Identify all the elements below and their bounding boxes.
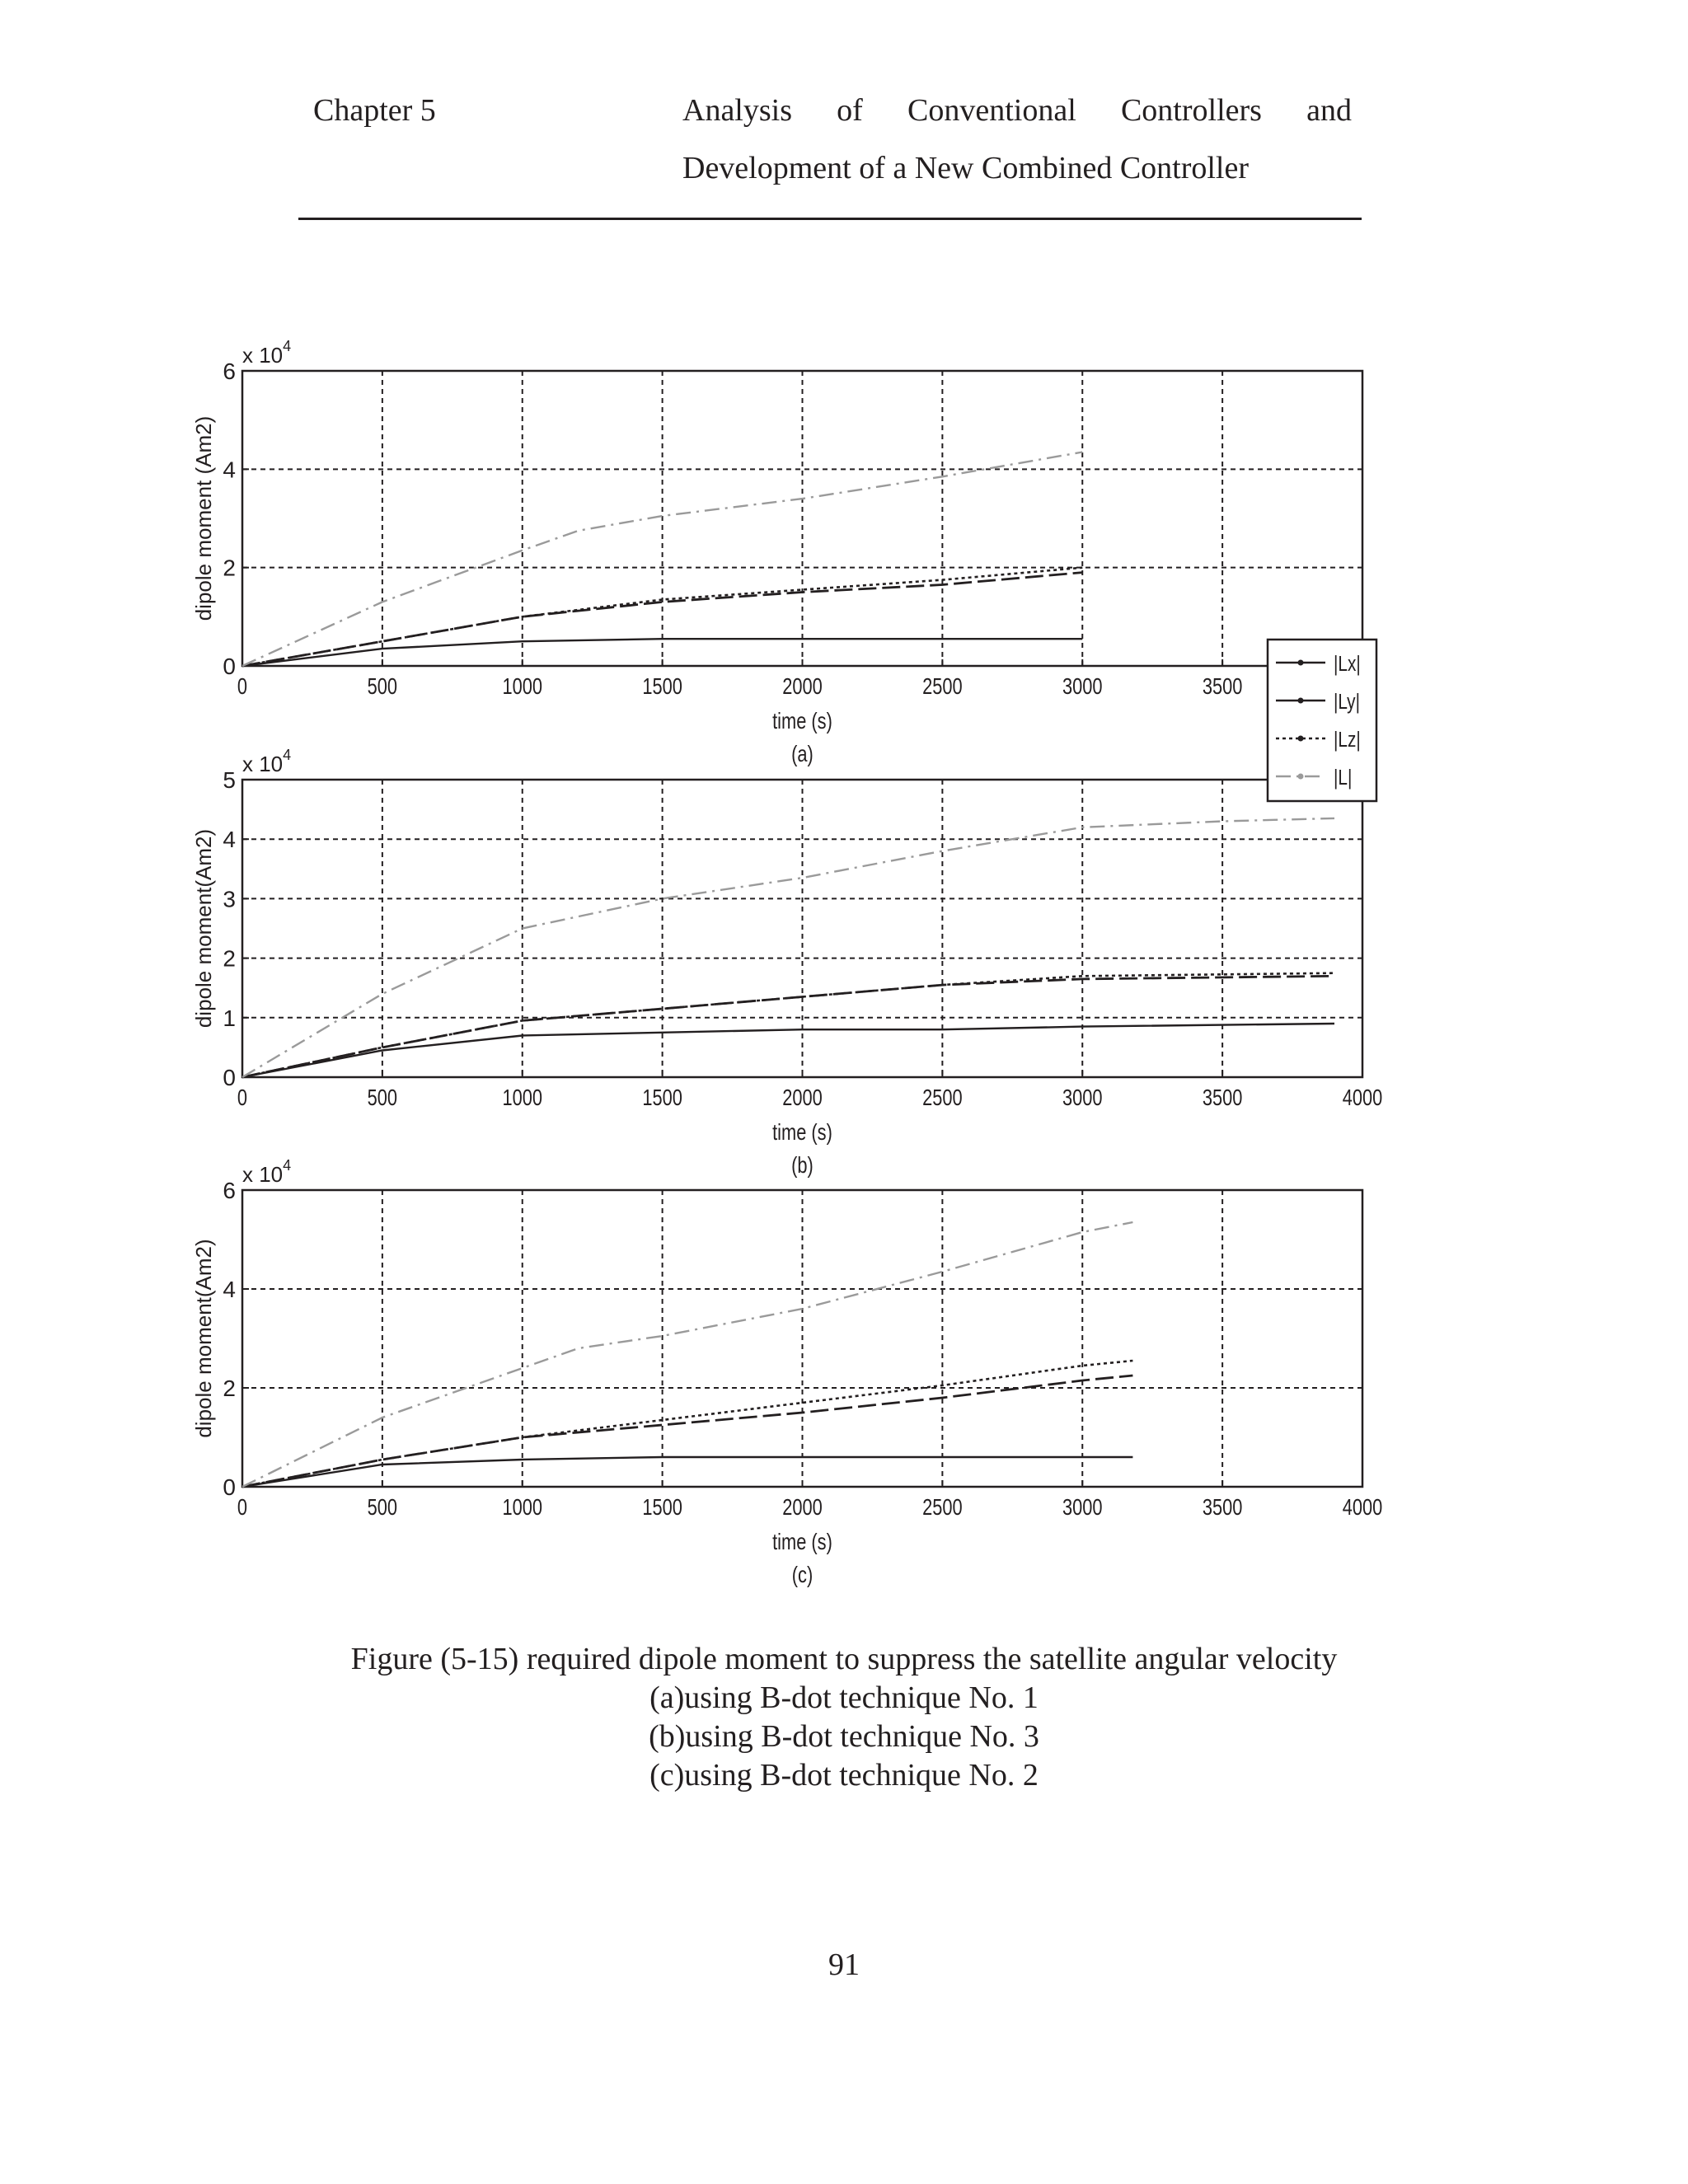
legend-marker	[1298, 698, 1304, 704]
legend	[1268, 640, 1376, 801]
series-line-ly	[242, 1024, 1334, 1077]
legend-entry: |Lz|	[1334, 727, 1361, 752]
chapter-title-line-1: Analysis of Conventional Controllers and	[682, 93, 1352, 128]
chapter-title-line-2: Development of a New Combined Controller	[682, 151, 1250, 185]
series-line-lx	[242, 976, 1334, 1077]
x-tick-label: 1500	[642, 673, 682, 700]
x-tick-label: 0	[237, 673, 248, 700]
y-axis-label: dipole moment(Am2)	[191, 828, 216, 1029]
x-tick-label: 3000	[1062, 1085, 1103, 1111]
x-tick-label: 4000	[1342, 1085, 1383, 1111]
y-tick-label: 2	[223, 555, 236, 581]
figure-caption	[0, 1640, 1688, 1795]
x-tick-label: 2500	[922, 1085, 963, 1111]
x-axis-label: time (s)	[772, 1529, 832, 1555]
y-tick-label: 0	[223, 1065, 236, 1090]
legend-marker	[1298, 736, 1304, 742]
x-tick-label: 2000	[782, 1085, 823, 1111]
y-tick-label: 0	[223, 1474, 236, 1500]
x-tick-label: 1000	[502, 1085, 543, 1111]
x-tick-label: 2500	[922, 673, 963, 700]
x-tick-label: 3500	[1202, 1085, 1243, 1111]
x-tick-label: 3500	[1202, 1494, 1243, 1521]
x-tick-label: 3000	[1062, 1494, 1103, 1521]
x-tick-label: 1500	[642, 1494, 682, 1521]
x-tick-label: 500	[367, 1494, 398, 1521]
y-tick-label: 6	[223, 1178, 236, 1203]
panel-label: (a)	[791, 741, 814, 767]
chart-panel-2	[191, 747, 1382, 1179]
y-tick-label: 1	[223, 1005, 236, 1031]
x-tick-label: 2000	[782, 1494, 823, 1521]
x-tick-label: 0	[237, 1494, 248, 1521]
x-axis-label: time (s)	[772, 708, 832, 734]
y-tick-label: 3	[223, 886, 236, 912]
y-multiplier: x $10^4$	[242, 1157, 292, 1187]
y-axis-label: dipole moment (Am2)	[191, 415, 216, 621]
y-multiplier: x $10^4$	[242, 747, 292, 776]
x-tick-label: 500	[367, 673, 398, 700]
y-tick-label: 4	[223, 1277, 236, 1302]
y-tick-label: 0	[223, 654, 236, 679]
legend-entry: |Ly|	[1334, 689, 1360, 714]
caption-line-1: Figure (5-15) required dipole moment to suppress the satellite angular velocity	[350, 1642, 1338, 1676]
x-tick-label: 500	[367, 1085, 398, 1111]
page-number: 91	[828, 1947, 860, 1982]
caption-line-4: (c)using B-dot technique No. 2	[649, 1758, 1039, 1793]
x-tick-label: 2500	[922, 1494, 963, 1521]
x-tick-label: 3500	[1202, 673, 1243, 700]
y-tick-label: 2	[223, 1376, 236, 1401]
x-tick-label: 1000	[502, 1494, 543, 1521]
y-tick-label: 6	[223, 359, 236, 384]
legend-marker	[1298, 774, 1304, 780]
caption-line-3: (b)using B-dot technique No. 3	[649, 1719, 1039, 1754]
legend-entry: |Lx|	[1334, 651, 1361, 676]
x-tick-label: 1500	[642, 1085, 682, 1111]
x-tick-label: 3000	[1062, 673, 1103, 700]
legend-marker	[1298, 660, 1304, 666]
chapter-label: Chapter 5	[313, 93, 436, 128]
y-tick-label: 4	[223, 827, 236, 853]
series-line-l	[242, 818, 1334, 1077]
legend-entry: |L|	[1334, 765, 1353, 790]
y-axis-label: dipole moment(Am2)	[191, 1239, 216, 1438]
series-line-lz	[242, 1361, 1132, 1487]
x-tick-label: 2000	[782, 673, 823, 700]
series-line-lx	[242, 1376, 1132, 1487]
panel-label: (b)	[791, 1152, 814, 1179]
chart-panel-3	[191, 1157, 1382, 1588]
x-tick-label: 4000	[1342, 1494, 1383, 1521]
panel-label: (c)	[791, 1562, 814, 1588]
y-tick-label: 5	[223, 767, 236, 793]
y-multiplier: x $10^4$	[242, 338, 292, 368]
chart-panel-1	[191, 338, 1367, 767]
series-line-l	[242, 1222, 1132, 1487]
x-axis-label: time (s)	[772, 1119, 832, 1146]
x-tick-label: 1000	[502, 673, 543, 700]
x-tick-label: 0	[237, 1085, 248, 1111]
y-tick-label: 4	[223, 457, 236, 483]
y-tick-label: 2	[223, 945, 236, 972]
caption-line-2: (a)using B-dot technique No. 1	[649, 1680, 1039, 1715]
